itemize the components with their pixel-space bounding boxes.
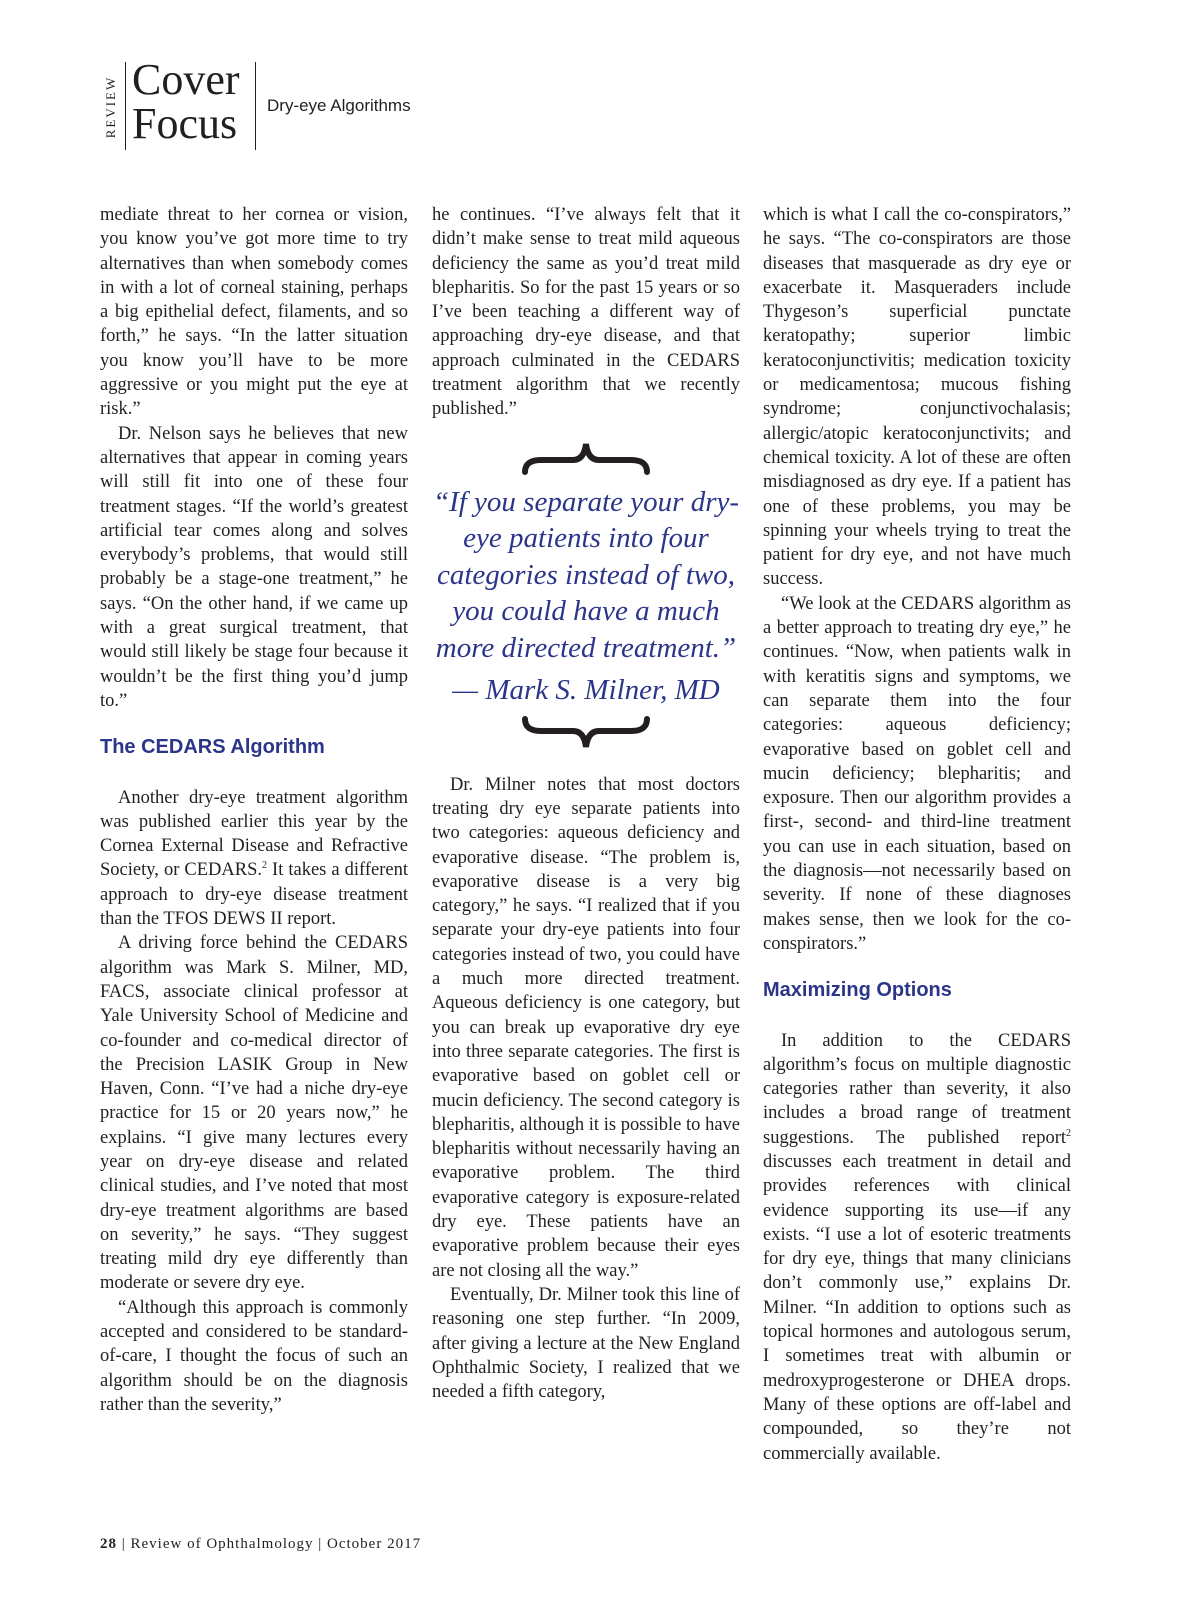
- paragraph: Dr. Milner notes that most doctors treating dry eye separate patients into two categories: aqueous deficiency and evaporative disease. “The problem is, evaporative disease is a very big category,” he says. “I realized that if you separate your dry-eye patients into four categories instead of two, you could have a much more directed treatment. Aqueous deficiency is one category, but you can break up evaporative dry eye into three separate categories. The first is evaporative based on goblet cell or mucin deficiency. The second category is blepharitis, although it is possible to have blepharitis without necessarily having an evaporative problem. The third evaporative category is exposure-related dry eye. These patients have an evaporative problem because their eyes are not closing all the way.”: [432, 774, 740, 1281]
- paragraph: mediate threat to her cornea or vision, you know you’ve got more time to try alternatives than when somebody comes in with a lot of corneal staining, perhaps a big epithelial defect, filaments, and so forth,” he says. “In the latter situation you know you’ll have to be more aggressive or you might put the eye at risk.”: [100, 205, 408, 420]
- citation-superscript: 2: [262, 860, 267, 872]
- footer-separator: |: [318, 1536, 323, 1552]
- header-divider: [125, 62, 126, 150]
- page-number: 28: [100, 1536, 117, 1552]
- paragraph: “We look at the CEDARS algorithm as a better approach to treating dry eye,” he continues. “Now, when patients walk in with keratitis signs and symptoms, we can separate them into the four categories: aqueous deficiency; evaporative based on goblet cell and mucin deficiency; blepharitis; and exposure. Then our algorithm provides a first-, second- and third-line treatment you can use in each situation, based on the diagnosis—not necessarily based on severity. If none of these diagnoses makes sense, then we look for the co-conspirators.”: [763, 593, 1071, 954]
- cover-focus-title: [132, 55, 240, 148]
- section-heading: Maximizing Options: [763, 979, 952, 1002]
- column-1: [100, 203, 408, 1417]
- footer-separator: |: [121, 1536, 126, 1552]
- column-3: [763, 203, 1071, 1466]
- paragraph: which is what I call the co-conspirators,” he says. “The co-conspirators are those diseases that masquerade as dry eye or exacerbate it. Masqueraders include Thygeson’s superficial punctate keratopathy; superior limbic keratoconjunctivitis; medication toxicity or medicamentosa; mucous fishing syndrome; conjunctivochalasis; allergic/atopic keratoconjunctivits; and chemical toxicity. A lot of these are often misdiagnosed as dry eye. If a patient has one of these problems, you may be spinning your wheels trying to treat the patient for dry eye, and not have much success.: [763, 205, 1071, 590]
- paragraph: he continues. “I’ve always felt that it didn’t make sense to treat mild aqueous deficiency the same as you’d treat mild blepharitis. So for the past 15 years or so I’ve been teaching a different way of approaching dry-eye disease, and that approach culminated in the CEDARS treatment algorithm that we recently published.”: [432, 205, 740, 420]
- focus-word: Focus: [132, 99, 238, 148]
- review-label: REVIEW: [103, 75, 118, 139]
- section-title: Dry-eye Algorithms: [267, 96, 411, 115]
- page-footer: [100, 1536, 421, 1553]
- citation-superscript: 2: [1066, 1127, 1071, 1139]
- section-heading: The CEDARS Algorithm: [100, 736, 325, 759]
- paragraph: Another dry-eye treatment algorithm was published earlier this year by the Cornea External Disease and Refractive Society, or CEDARS.$^2$ It takes a different approach to dry-eye disease treatment than the TFOS DEWS II report.: [100, 787, 408, 930]
- cover-word: Cover: [132, 55, 240, 104]
- paragraph: In addition to the CEDARS algorithm’s focus on multiple diagnostic categories rather than severity, it also includes a broad range of treatment suggestions. The published report$^2$ discusses each treatment in detail and provides references with clinical evidence supporting its use—if any exists. “I use a lot of esoteric treatments for dry eye, things that many clinicians don’t commonly use,” explains Dr. Milner. “In addition to options such as topical hormones and autologous serum, I sometimes treat with albumin or medroxyprogesterone or DHEA drops. Many of these options are off-label and compounded, so they’re not commercially available.: [763, 1030, 1071, 1464]
- header-divider: [255, 62, 256, 150]
- paragraph: “Although this approach is commonly accepted and considered to be standard-of-care, I thought the focus of such an algorithm should be on the diagnosis rather than the severity,”: [100, 1297, 408, 1415]
- paragraph: Dr. Nelson says he believes that new alternatives that appear in coming years will still fit into one of these four treatment stages. “If the world’s greatest artificial tear comes along and solves everybody’s problems, that would still probably be a stage-one treatment,” he says. “On the other hand, if we came up with a great surgical treatment, that would still likely be stage four because it wouldn’t be the first thing you’d jump to.”: [100, 423, 408, 711]
- pull-quote: [432, 440, 740, 751]
- paragraph: A driving force behind the CEDARS algorithm was Mark S. Milner, MD, FACS, associate clinical professor at Yale University School of Medicine and co-founder and co-medical director of the Precision LASIK Group in New Haven, Conn. “I’ve had a niche dry-eye practice for 15 or 20 years now,” he explains. “I give many lectures every year on dry-eye disease and related clinical studies, and I’ve noted that most dry-eye treatment algorithms are based on severity,” he says. “They suggest treating mild dry eye differently than moderate or severe dry eye.: [100, 933, 408, 1294]
- column-2: [432, 203, 740, 1404]
- publication-name: Review of Ophthalmology: [130, 1536, 314, 1552]
- pull-quote-text: “If you separate your dry-eye patients into four categories instead of two, you could have a much more directed treatment.”: [432, 485, 740, 664]
- pull-quote-attribution: — Mark S. Milner, MD: [452, 674, 720, 707]
- top-brace-icon: [521, 440, 651, 476]
- issue-date: October 2017: [327, 1536, 422, 1552]
- paragraph: Eventually, Dr. Milner took this line of reasoning one step further. “In 2009, after giving a lecture at the New England Ophthalmic Society, I realized that we needed a fifth category,: [432, 1284, 740, 1403]
- bottom-brace-icon: [521, 715, 651, 751]
